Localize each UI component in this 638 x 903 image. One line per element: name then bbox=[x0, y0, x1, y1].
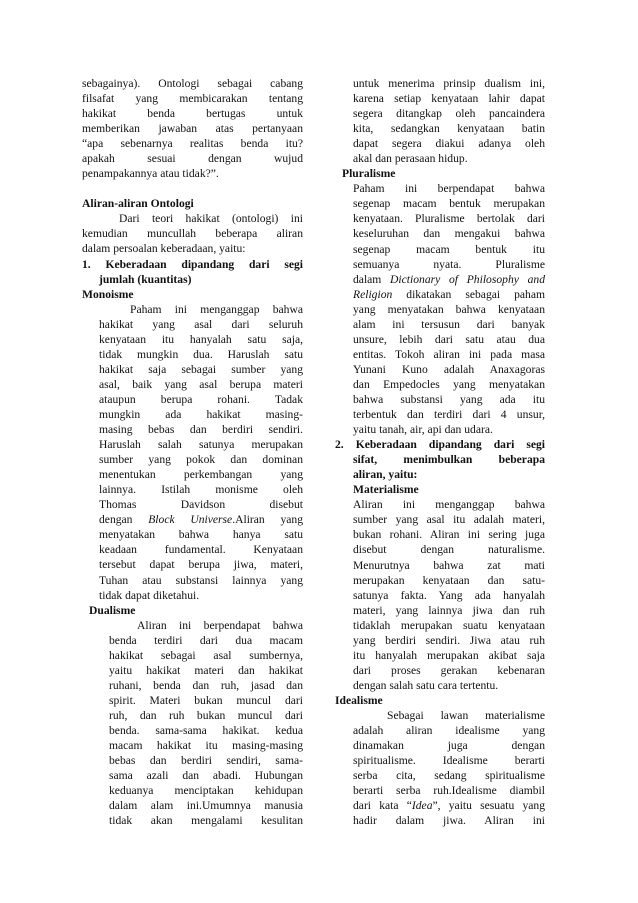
text-line bbox=[82, 512, 303, 527]
text-line: tidak dapat diketahui. bbox=[99, 588, 200, 602]
text-line: dinamakan juga dengan bbox=[353, 739, 545, 753]
text-line: Aliran ini berpendapat bahwa bbox=[137, 618, 303, 632]
text-line: sebagainya). Ontologi sebagai cabang bbox=[82, 77, 303, 90]
text-line: Haruslah salah satunya merupakan bbox=[99, 438, 303, 452]
text-line: macam hakikat itu masing-masing bbox=[109, 739, 303, 753]
text-line: bebas dan berdiri sendiri, sama- bbox=[109, 754, 303, 768]
text-line: itu hanyalah merupakan akibat saja bbox=[353, 648, 545, 662]
text-line: hakikat benda bertugas untuk bbox=[82, 107, 303, 121]
text-line: Sebagai lawan materialisme bbox=[387, 708, 545, 722]
heading-line: jumlah (kuantitas) bbox=[99, 272, 192, 286]
text-line: adalah aliran idealisme yang bbox=[353, 724, 545, 738]
text-line: keadaan fundamental. Kenyataan bbox=[99, 543, 303, 557]
heading-line: Materialisme bbox=[353, 483, 419, 497]
text-line: akal dan perasaan hidup. bbox=[353, 152, 468, 166]
text-line: disebut dengan naturalisme. bbox=[353, 543, 545, 557]
heading-line: aliran, yaitu: bbox=[353, 468, 418, 482]
text-segment: dari kata “ bbox=[353, 799, 412, 813]
text-line: yaitu hakikat materi dan hakikat bbox=[109, 663, 303, 677]
text-line: penampakannya atau tidak?”. bbox=[82, 167, 219, 181]
text-line: hadir dalam jiwa. Aliran ini bbox=[353, 814, 545, 828]
text-line: memberikan jawaban atas pertanyaan bbox=[82, 122, 303, 136]
text-line: dan Empedocles yang menyatakan bbox=[353, 377, 545, 391]
heading-line: Monoisme bbox=[82, 287, 134, 301]
text-line: dalam persoalan keberadaan, yaitu: bbox=[82, 242, 246, 256]
italic-term: Idea bbox=[411, 799, 433, 813]
text-line: hakikat sebagai asal sumbernya, bbox=[109, 648, 303, 662]
text-line bbox=[335, 272, 545, 287]
text-line: segera ditangkap oleh pancaindera bbox=[353, 107, 545, 121]
text-line: hakikat saja sebagai sumber yang bbox=[99, 362, 303, 376]
text-line: bukan rohani. Aliran ini sering juga bbox=[353, 528, 545, 542]
text-line: tersebut dapat berupa jiwa, materi, bbox=[99, 558, 303, 572]
text-line: materi, yang lainnya jiwa dan ruh bbox=[353, 603, 545, 617]
heading-line: Dualisme bbox=[89, 603, 136, 617]
text-line: segenap macam bentuk merupakan bbox=[353, 197, 545, 211]
text-line: sumber yang asal itu adalah materi, bbox=[353, 513, 545, 527]
text-line: dalam alam ini.Umumnya manusia bbox=[109, 799, 303, 813]
text-line: Thomas Davidson disebut bbox=[99, 498, 303, 512]
text-line: lainnya. Istilah monisme oleh bbox=[99, 483, 303, 497]
heading-line: 2. Keberadaan dipandang dari segi bbox=[335, 438, 545, 452]
text-line: yaitu tanah, air, api dan udara. bbox=[353, 423, 493, 437]
text-line: Yunani Kuno adalah Anaxagoras bbox=[353, 362, 545, 376]
text-line: kemudian muncullah beberapa aliran bbox=[82, 227, 303, 241]
text-line: spiritualisme. Idealisme berarti bbox=[353, 754, 545, 768]
text-line: Tuhan atau substansi lainnya yang bbox=[99, 573, 303, 587]
heading-line: Idealisme bbox=[335, 693, 383, 707]
text-line: alam ini tersusun dari banyak bbox=[353, 317, 545, 331]
text-line: mungkin ada hakikat masing- bbox=[99, 407, 303, 421]
text-line: keseluruhan dan mengakui bahwa bbox=[353, 227, 545, 241]
text-line: keduanya menciptakan kehidupan bbox=[109, 784, 303, 798]
text-line: entitas. Tokoh aliran ini pada masa bbox=[353, 347, 545, 361]
text-line: “apa sebenarnya realitas benda itu? bbox=[82, 137, 303, 151]
text-line: ataupun berupa rohani. Tadak bbox=[99, 392, 303, 406]
text-line: semuanya nyata. Pluralisme bbox=[353, 257, 545, 271]
text-line: masing bebas dan berdiri sendiri. bbox=[99, 423, 303, 437]
heading-line: 1. Keberadaan dipandang dari segi bbox=[82, 257, 303, 271]
text-line: kenyataan itu hanyalah satu saja, bbox=[99, 332, 303, 346]
text-line: Paham ini menganggap bahwa bbox=[130, 302, 303, 316]
right-column bbox=[335, 76, 545, 828]
heading-line: sifat, menimbulkan beberapa bbox=[353, 453, 545, 467]
text-line: ruh, dan ruh bukan muncul dari bbox=[109, 708, 303, 722]
text-segment: .Aliran yang bbox=[232, 513, 303, 527]
text-line: berarti serba ruh.Idealisme diambil bbox=[353, 784, 545, 798]
text-line: dari proses gerakan kebenaran bbox=[353, 663, 545, 677]
text-line: terbentuk dan terdiri dari 4 unsur, bbox=[353, 408, 545, 422]
text-line: menentukan perkembangan yang bbox=[99, 468, 303, 482]
text-line: kenyataan. Pluralisme bertolak dari bbox=[353, 212, 545, 226]
text-line: tidak mungkin dua. Haruslah satu bbox=[99, 347, 303, 361]
text-line: benda. sama-sama hakikat. kedua bbox=[109, 723, 303, 737]
text-line: benda terdiri dari dua macam bbox=[109, 633, 303, 647]
left-column bbox=[82, 76, 303, 828]
text-line: serba cita, sedang spiritualisme bbox=[353, 769, 545, 783]
text-line: spirit. Materi bukan muncul dari bbox=[109, 693, 303, 707]
text-line: tidak akan mengalami kesulitan bbox=[109, 814, 303, 828]
text-line: kita, sedangkan kenyataan batin bbox=[353, 122, 545, 136]
text-segment: dikatakan sebagai paham bbox=[392, 287, 545, 301]
text-line: bahwa substansi yang ada itu bbox=[353, 392, 545, 406]
text-line bbox=[335, 798, 545, 813]
text-line: dapat segera diakui adanya oleh bbox=[353, 137, 545, 151]
text-line: filsafat yang membicarakan tentang bbox=[82, 92, 303, 106]
text-segment: dengan bbox=[99, 513, 149, 527]
text-segment: ”, yaitu sesuatu yang bbox=[432, 799, 545, 813]
text-line: unsure, lebih dari satu atau dua bbox=[353, 332, 545, 346]
text-line: yang menyatakan bahwa kenyataan bbox=[353, 302, 545, 316]
text-line: dengan salah satu cara tertentu. bbox=[353, 678, 499, 692]
text-line: Menurutnya bahwa zat mati bbox=[353, 558, 545, 572]
text-line: asal, baik yang asal berupa materi bbox=[99, 377, 303, 391]
text-line: yang berdiri sendiri. Jiwa atau ruh bbox=[353, 633, 545, 647]
heading-line: Pluralisme bbox=[342, 167, 396, 181]
text-line: sama azali dan abadi. Hubungan bbox=[109, 769, 303, 783]
text-line: Aliran ini menganggap bahwa bbox=[353, 498, 545, 512]
text-line: sumber yang pokok dan dominan bbox=[99, 453, 303, 467]
text-line: ruhani, benda dan ruh, jasad dan bbox=[109, 678, 303, 692]
paragraph-gap bbox=[82, 181, 303, 196]
text-line: Dari teori hakikat (ontologi) ini bbox=[119, 212, 303, 226]
italic-term: Dictionary of Philosophy and bbox=[390, 272, 545, 286]
text-line: hakikat yang asal dari seluruh bbox=[99, 317, 303, 331]
text-line: segenap macam bentuk itu bbox=[353, 242, 545, 256]
heading-line: Aliran-aliran Ontologi bbox=[82, 197, 194, 211]
text-line: apakah sesuai dengan wujud bbox=[82, 152, 303, 166]
text-line: karena setiap kenyataan lahir dapat bbox=[353, 92, 545, 106]
text-line: tidaklah merupakan suatu kenyataan bbox=[353, 618, 545, 632]
italic-term: Block Universe bbox=[148, 513, 233, 527]
text-line: merupakan kenyataan dan satu- bbox=[353, 573, 545, 587]
text-line bbox=[335, 287, 545, 302]
italic-term: Religion bbox=[353, 287, 393, 301]
text-line: menyatakan bahwa hanya satu bbox=[99, 528, 303, 542]
text-line: untuk menerima prinsip dualism ini, bbox=[353, 77, 545, 90]
text-line: Paham ini berpendapat bahwa bbox=[353, 182, 545, 196]
text-line: satunya fakta. Yang ada hanyalah bbox=[353, 588, 545, 602]
text-segment: dalam bbox=[353, 272, 391, 286]
